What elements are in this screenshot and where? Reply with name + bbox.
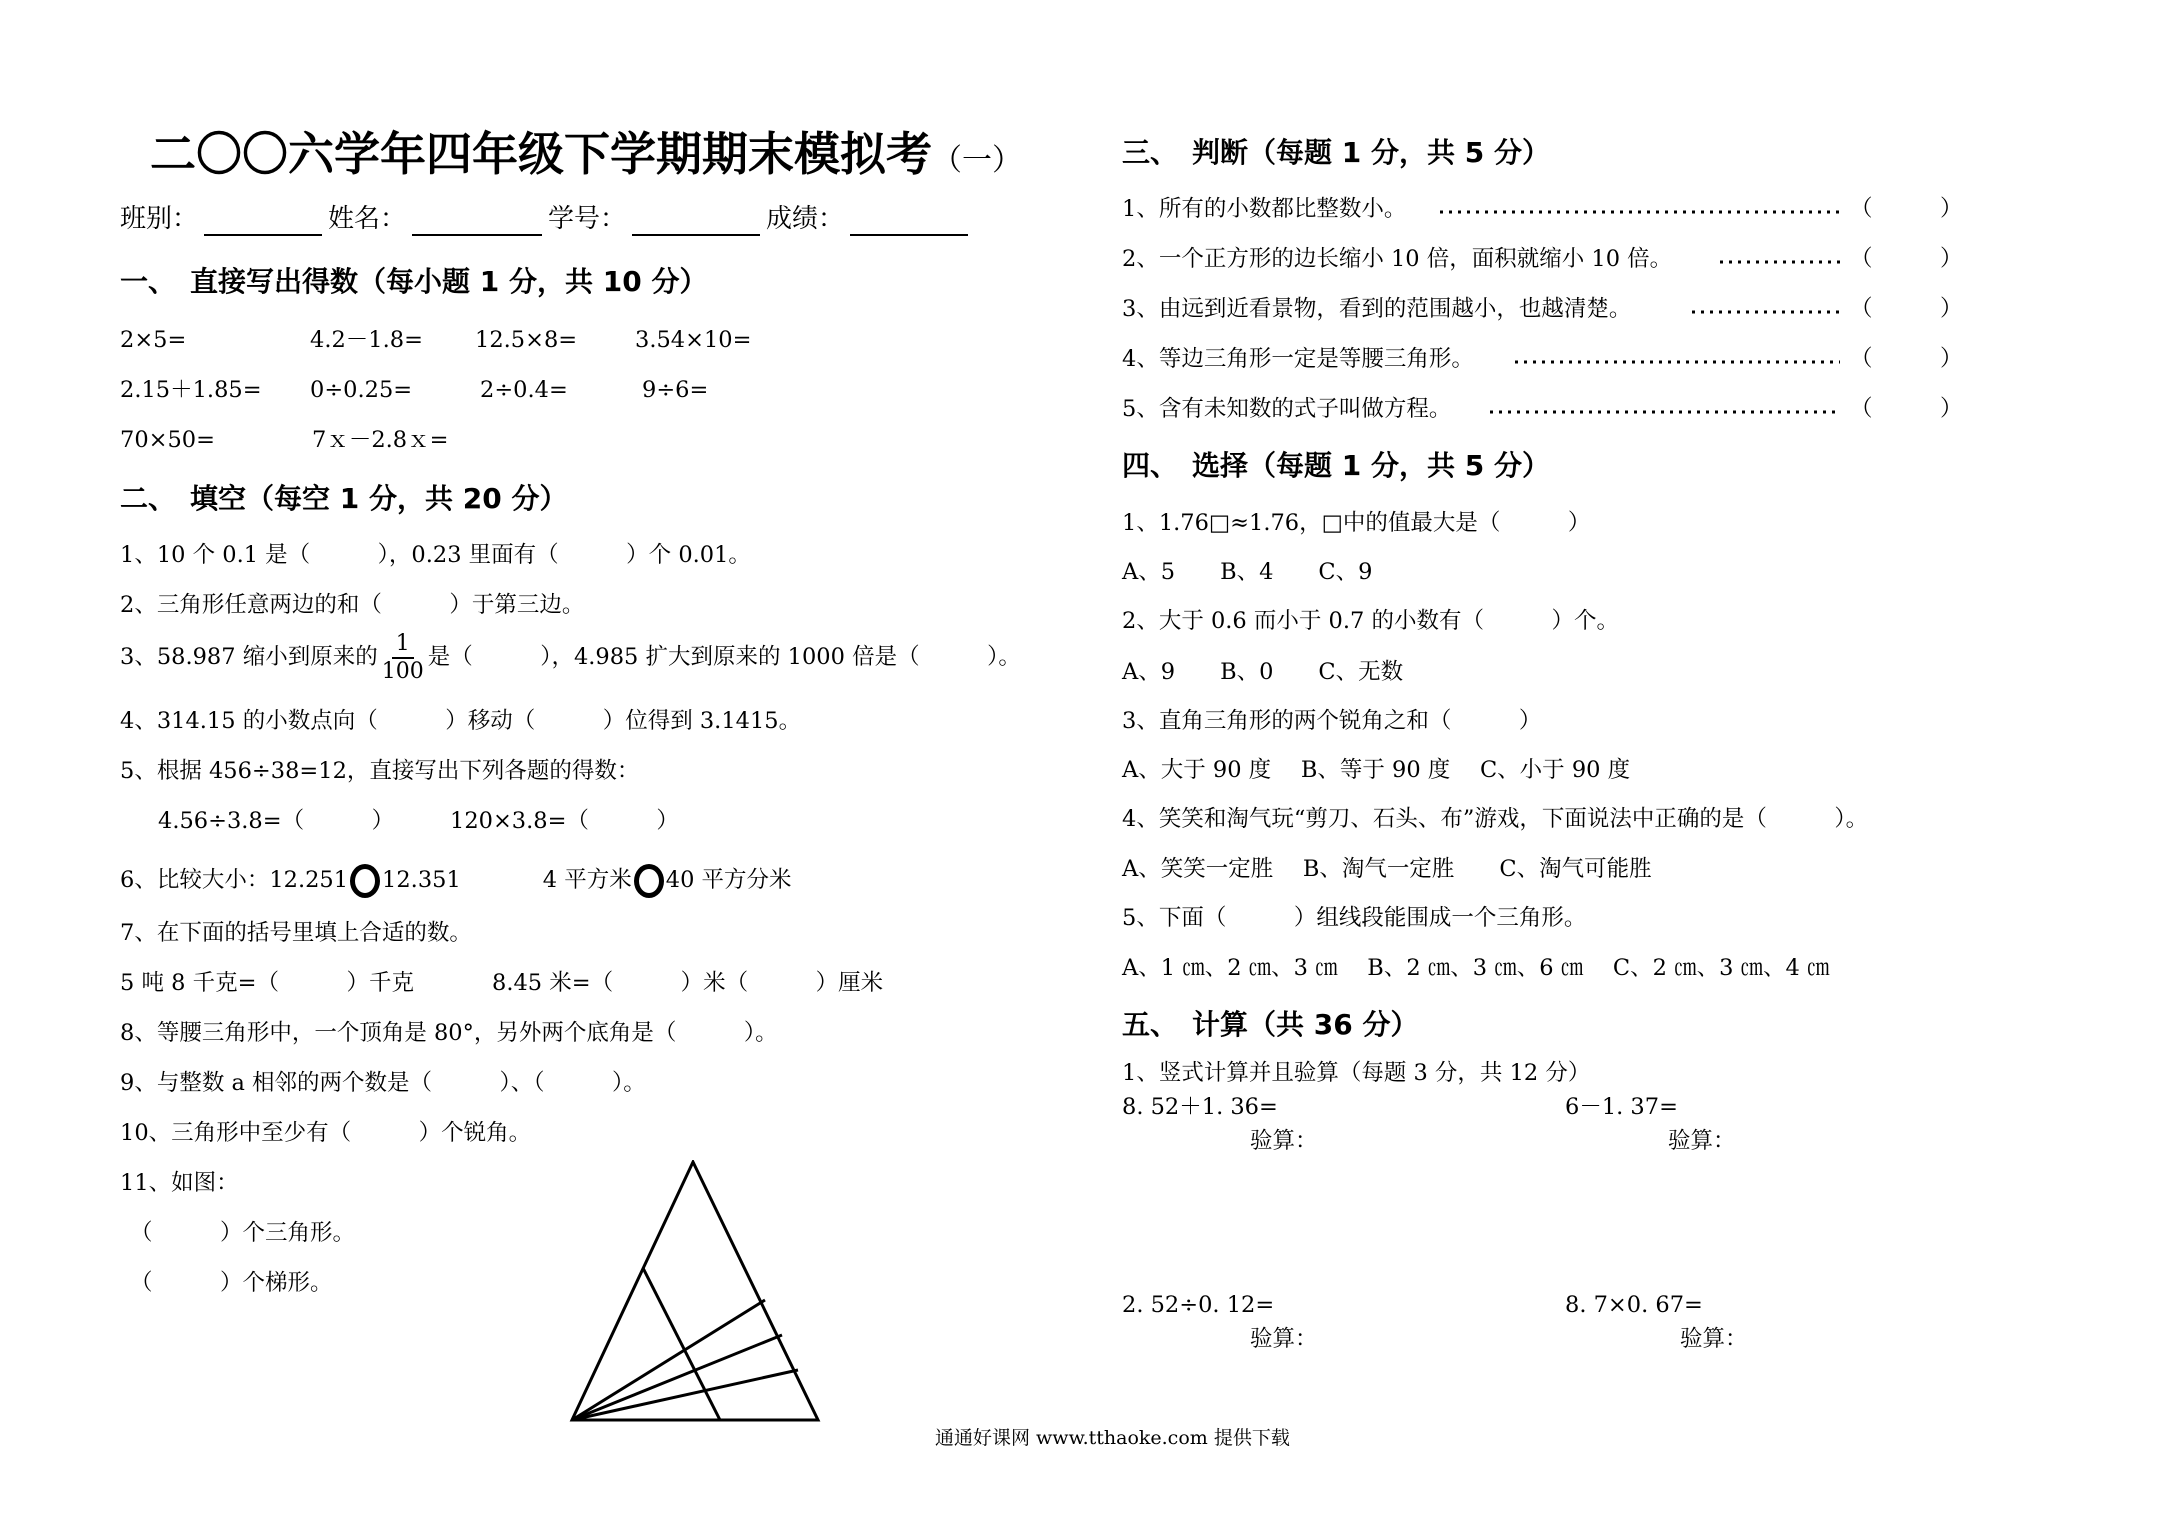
choice-line: 4、笑笑和淘气玩“剪刀、石头、布”游戏，下面说法中正确的是（ ）。 — [1122, 806, 1869, 832]
section-5-heading: 五、 计算（共 36 分） — [1122, 1008, 1419, 1041]
choice-line: A、笑笑一定胜 B、淘气一定胜 C、淘气可能胜 — [1122, 856, 1652, 882]
title-text: 二〇〇六学年四年级下学期期末模拟考 — [150, 127, 932, 181]
section-2-heading: 二、 填空（每空 1 分，共 20 分） — [120, 482, 568, 515]
compare-circle[interactable] — [634, 864, 664, 898]
s2-q6-b2: 40 平方分米 — [665, 867, 792, 893]
number-field[interactable] — [632, 206, 760, 236]
choice-line: A、9 B、0 C、无数 — [1122, 659, 1404, 685]
s2-q10: 10、三角形中至少有（ ）个锐角。 — [120, 1120, 532, 1146]
s2-q6-label: 6、比较大小：12.251 — [120, 867, 349, 893]
s2-q3-part-a: 3、58.987 缩小到原来的 — [120, 644, 378, 670]
outer-triangle — [572, 1162, 818, 1420]
choice-line: 5、下面（ ）组线段能围成一个三角形。 — [1122, 905, 1587, 931]
s1-cell: 2×5= — [120, 327, 187, 353]
fraction — [382, 631, 424, 685]
score-label: 成绩： — [766, 204, 845, 234]
page-title — [150, 124, 1022, 191]
s2-q11: 11、如图： — [120, 1170, 239, 1196]
calc-problem: 8. 52＋1. 36= — [1122, 1094, 1278, 1120]
s2-q5-a: 4.56÷3.8=（ ） — [158, 808, 395, 834]
s2-q11-a: （ ）个三角形。 — [130, 1220, 356, 1246]
fraction-denominator: 100 — [381, 659, 424, 684]
title-suffix: （一） — [932, 143, 1022, 178]
fan-line — [572, 1335, 782, 1420]
calc-problem: 8. 7×0. 67= — [1565, 1292, 1703, 1318]
s1-cell: 7ｘ－2.8ｘ= — [312, 427, 449, 453]
compare-circle[interactable] — [350, 864, 380, 898]
triangle-figure — [560, 1160, 830, 1428]
s2-q4: 4、314.15 的小数点向（ ）移动（ ）位得到 3.1415。 — [120, 708, 802, 734]
student-info-line — [120, 202, 974, 236]
s1-cell: 0÷0.25= — [310, 377, 413, 403]
judge-item: 4、等边三角形一定是等腰三角形。 — [1122, 346, 1474, 372]
judge-item: 5、含有未知数的式子叫做方程。 — [1122, 396, 1452, 422]
class-field[interactable] — [204, 206, 322, 236]
section-1-heading: 一、 直接写出得数（每小题 1 分，共 10 分） — [120, 265, 708, 298]
judge-item: 1、所有的小数都比整数小。 — [1122, 196, 1407, 222]
s1-cell: 9÷6= — [642, 377, 709, 403]
s2-q9: 9、与整数 a 相邻的两个数是（ ）、（ ）。 — [120, 1070, 646, 1096]
s5-subheading: 1、竖式计算并且验算（每题 3 分，共 12 分） — [1122, 1060, 1591, 1086]
judge-item: 2、一个正方形的边长缩小 10 倍，面积就缩小 10 倍。 — [1122, 246, 1673, 272]
calc-problem: 6－1. 37= — [1565, 1094, 1678, 1120]
judge-bracket[interactable]: （ ） — [1850, 196, 1963, 222]
s1-cell: 2÷0.4= — [480, 377, 568, 403]
s2-q3-part-b: 是（ ），4.985 扩大到原来的 1000 倍是（ ）。 — [427, 644, 1021, 670]
s2-q7-a: 5 吨 8 千克=（ ）千克 — [120, 970, 414, 996]
s2-q5-b: 120×3.8=（ ） — [450, 808, 679, 834]
section-4-heading: 四、 选择（每题 1 分，共 5 分） — [1122, 449, 1550, 482]
footer-credit: 通通好课网 www.tthaoke.com 提供下载 — [935, 1427, 1290, 1449]
s2-q6-b1: 4 平方米 — [542, 867, 632, 893]
judge-item: 3、由远到近看景物，看到的范围越小，也越清楚。 — [1122, 296, 1632, 322]
s2-q5: 5、根据 456÷38=12，直接写出下列各题的得数： — [120, 758, 640, 784]
s1-cell: 70×50= — [120, 427, 215, 453]
check-label: 验算： — [1250, 1326, 1318, 1352]
s2-q7-b: 8.45 米=（ ）米（ ）厘米 — [492, 970, 884, 996]
judge-bracket[interactable]: （ ） — [1850, 396, 1963, 422]
calc-problem: 2. 52÷0. 12= — [1122, 1292, 1275, 1318]
check-label: 验算： — [1250, 1128, 1318, 1154]
judge-bracket[interactable]: （ ） — [1850, 246, 1963, 272]
fan-line — [572, 1370, 798, 1420]
choice-line: A、大于 90 度 B、等于 90 度 C、小于 90 度 — [1122, 757, 1631, 783]
s2-q11-b: （ ）个梯形。 — [130, 1270, 333, 1296]
choice-line: 1、1.76□≈1.76，□中的值最大是（ ） — [1122, 510, 1591, 536]
class-label: 班别： — [120, 204, 199, 234]
s1-cell: 3.54×10= — [635, 327, 752, 353]
fraction-numerator: 1 — [392, 631, 414, 659]
s1-cell: 12.5×8= — [475, 327, 578, 353]
section-3-heading: 三、 判断（每题 1 分，共 5 分） — [1122, 136, 1550, 169]
choice-line: 3、直角三角形的两个锐角之和（ ） — [1122, 708, 1542, 734]
judge-bracket[interactable]: （ ） — [1850, 296, 1963, 322]
score-field[interactable] — [850, 206, 968, 236]
check-label: 验算： — [1668, 1128, 1736, 1154]
s1-cell: 4.2－1.8= — [310, 327, 423, 353]
number-label: 学号： — [548, 204, 627, 234]
s1-cell: 2.15＋1.85= — [120, 377, 262, 403]
s2-q7: 7、在下面的括号里填上合适的数。 — [120, 920, 472, 946]
s2-q6-a2: 12.351 — [382, 867, 461, 893]
s2-q6 — [120, 860, 792, 900]
choice-line: A、1 ㎝、2 ㎝、3 ㎝ B、2 ㎝、3 ㎝、6 ㎝ C、2 ㎝、3 ㎝、4 ㎝ — [1122, 955, 1830, 981]
leader-dots — [1120, 190, 1840, 480]
choice-line: 2、大于 0.6 而小于 0.7 的小数有（ ）个。 — [1122, 608, 1619, 634]
choice-line: A、5 B、4 C、9 — [1122, 559, 1373, 585]
s2-q1: 1、10 个 0.1 是（ ），0.23 里面有（ ）个 0.01。 — [120, 542, 751, 568]
judge-bracket[interactable]: （ ） — [1850, 346, 1963, 372]
name-label: 姓名： — [328, 204, 407, 234]
s2-q8: 8、等腰三角形中，一个顶角是 80°，另外两个底角是（ ）。 — [120, 1020, 778, 1046]
name-field[interactable] — [412, 206, 542, 236]
s2-q2: 2、三角形任意两边的和（ ）于第三边。 — [120, 592, 585, 618]
check-label: 验算： — [1680, 1326, 1748, 1352]
s2-q3 — [120, 628, 1021, 686]
